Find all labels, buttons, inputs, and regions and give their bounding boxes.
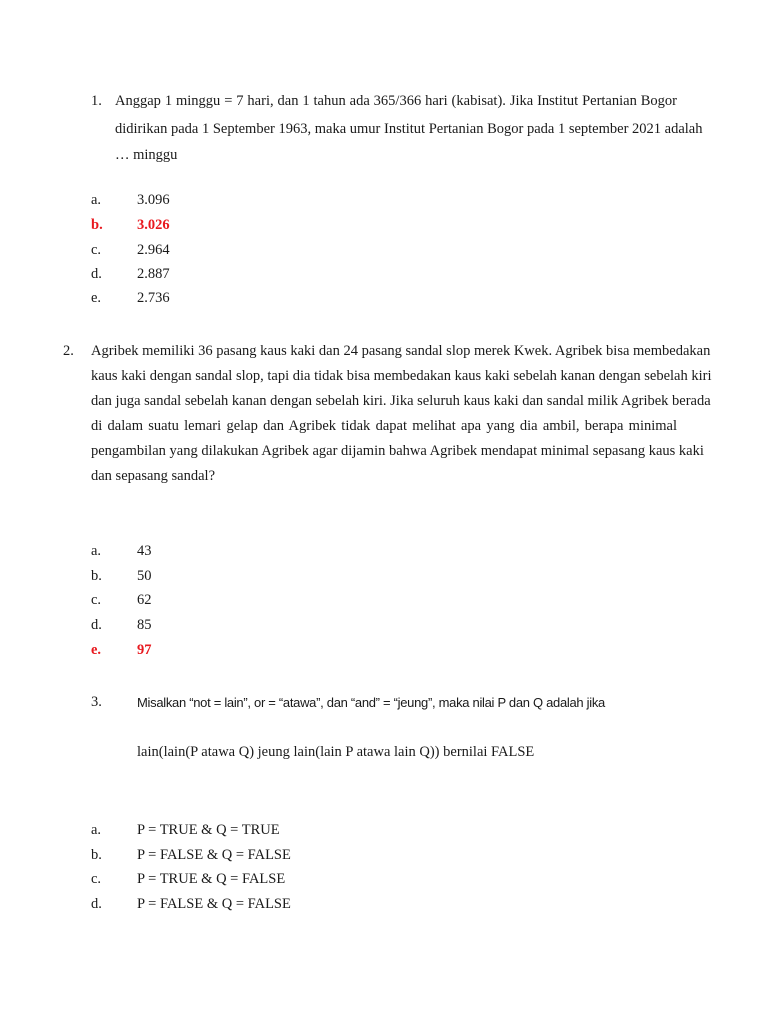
option-letter: a. [91,192,102,208]
question-1-line-3: … minggu [115,147,178,163]
option-value: P = TRUE & Q = TRUE [137,822,280,838]
question-2-number: 2. [63,343,74,359]
option-letter: b. [91,568,102,584]
question-2-line-5: pengambilan yang dilakukan Agribek agar dijamin bahwa Agribek mendapat minimal sepasang kaus kaki [91,443,704,459]
option-value: 97 [137,642,152,658]
option-value: 62 [137,592,152,608]
question-3-line-1: Misalkan “not = lain”, or = “atawa”, dan “and” = “jeung”, maka nilai P dan Q adalah jika [137,695,605,710]
question-2-line-3: dan juga sandal sebelah kanan dengan sebelah kiri. Jika seluruh kaus kaki dan sandal milik Agribek berada [91,393,711,409]
question-3-text [137,690,677,715]
option-letter: c. [91,592,102,608]
option-letter: b. [91,217,103,233]
question-1-number: 1. [91,93,102,109]
option-value: 2.887 [137,266,170,282]
option-value: P = FALSE & Q = FALSE [137,847,291,863]
question-1-line-2: didirikan pada 1 September 1963, maka umur Institut Pertanian Bogor pada 1 september 2021 adalah [115,121,703,137]
option-letter: d. [91,896,102,912]
question-2-line-4: di dalam suatu lemari gelap dan Agribek tidak dapat melihat apa yang dia ambil, berapa minimal [91,418,677,434]
option-letter: c. [91,871,102,887]
option-value: 2.964 [137,242,170,258]
option-letter: d. [91,266,102,282]
option-value: 43 [137,543,152,559]
question-2-text [91,339,712,489]
option-value: 3.026 [137,217,170,233]
option-letter: d. [91,617,102,633]
question-2-line-6: dan sepasang sandal? [91,468,216,484]
option-value: P = FALSE & Q = FALSE [137,896,291,912]
question-2-line-2: kaus kaki dengan sandal slop, tapi dia tidak bisa membedakan kaus kaki sebelah kanan dengan sebelah kiri [91,368,712,384]
option-value: P = TRUE & Q = FALSE [137,871,286,887]
option-letter: e. [91,290,102,306]
option-letter: c. [91,242,102,258]
option-letter: a. [91,822,102,838]
option-value: 50 [137,568,152,584]
option-letter: e. [91,642,102,658]
question-3-number: 3. [91,694,102,710]
question-3-expression: lain(lain(P atawa Q) jeung lain(lain P atawa lain Q)) bernilai FALSE [137,744,535,760]
option-letter: b. [91,847,102,863]
question-2-line-1: Agribek memiliki 36 pasang kaus kaki dan 24 pasang sandal slop merek Kwek. Agribek bisa membedakan [91,343,711,359]
option-value: 85 [137,617,152,633]
option-letter: a. [91,543,102,559]
question-1-text [115,89,703,168]
option-value: 2.736 [137,290,170,306]
question-1-line-1: Anggap 1 minggu = 7 hari, dan 1 tahun ada 365/366 hari (kabisat). Jika Institut Pertanian Bogor [115,93,677,109]
option-value: 3.096 [137,192,170,208]
